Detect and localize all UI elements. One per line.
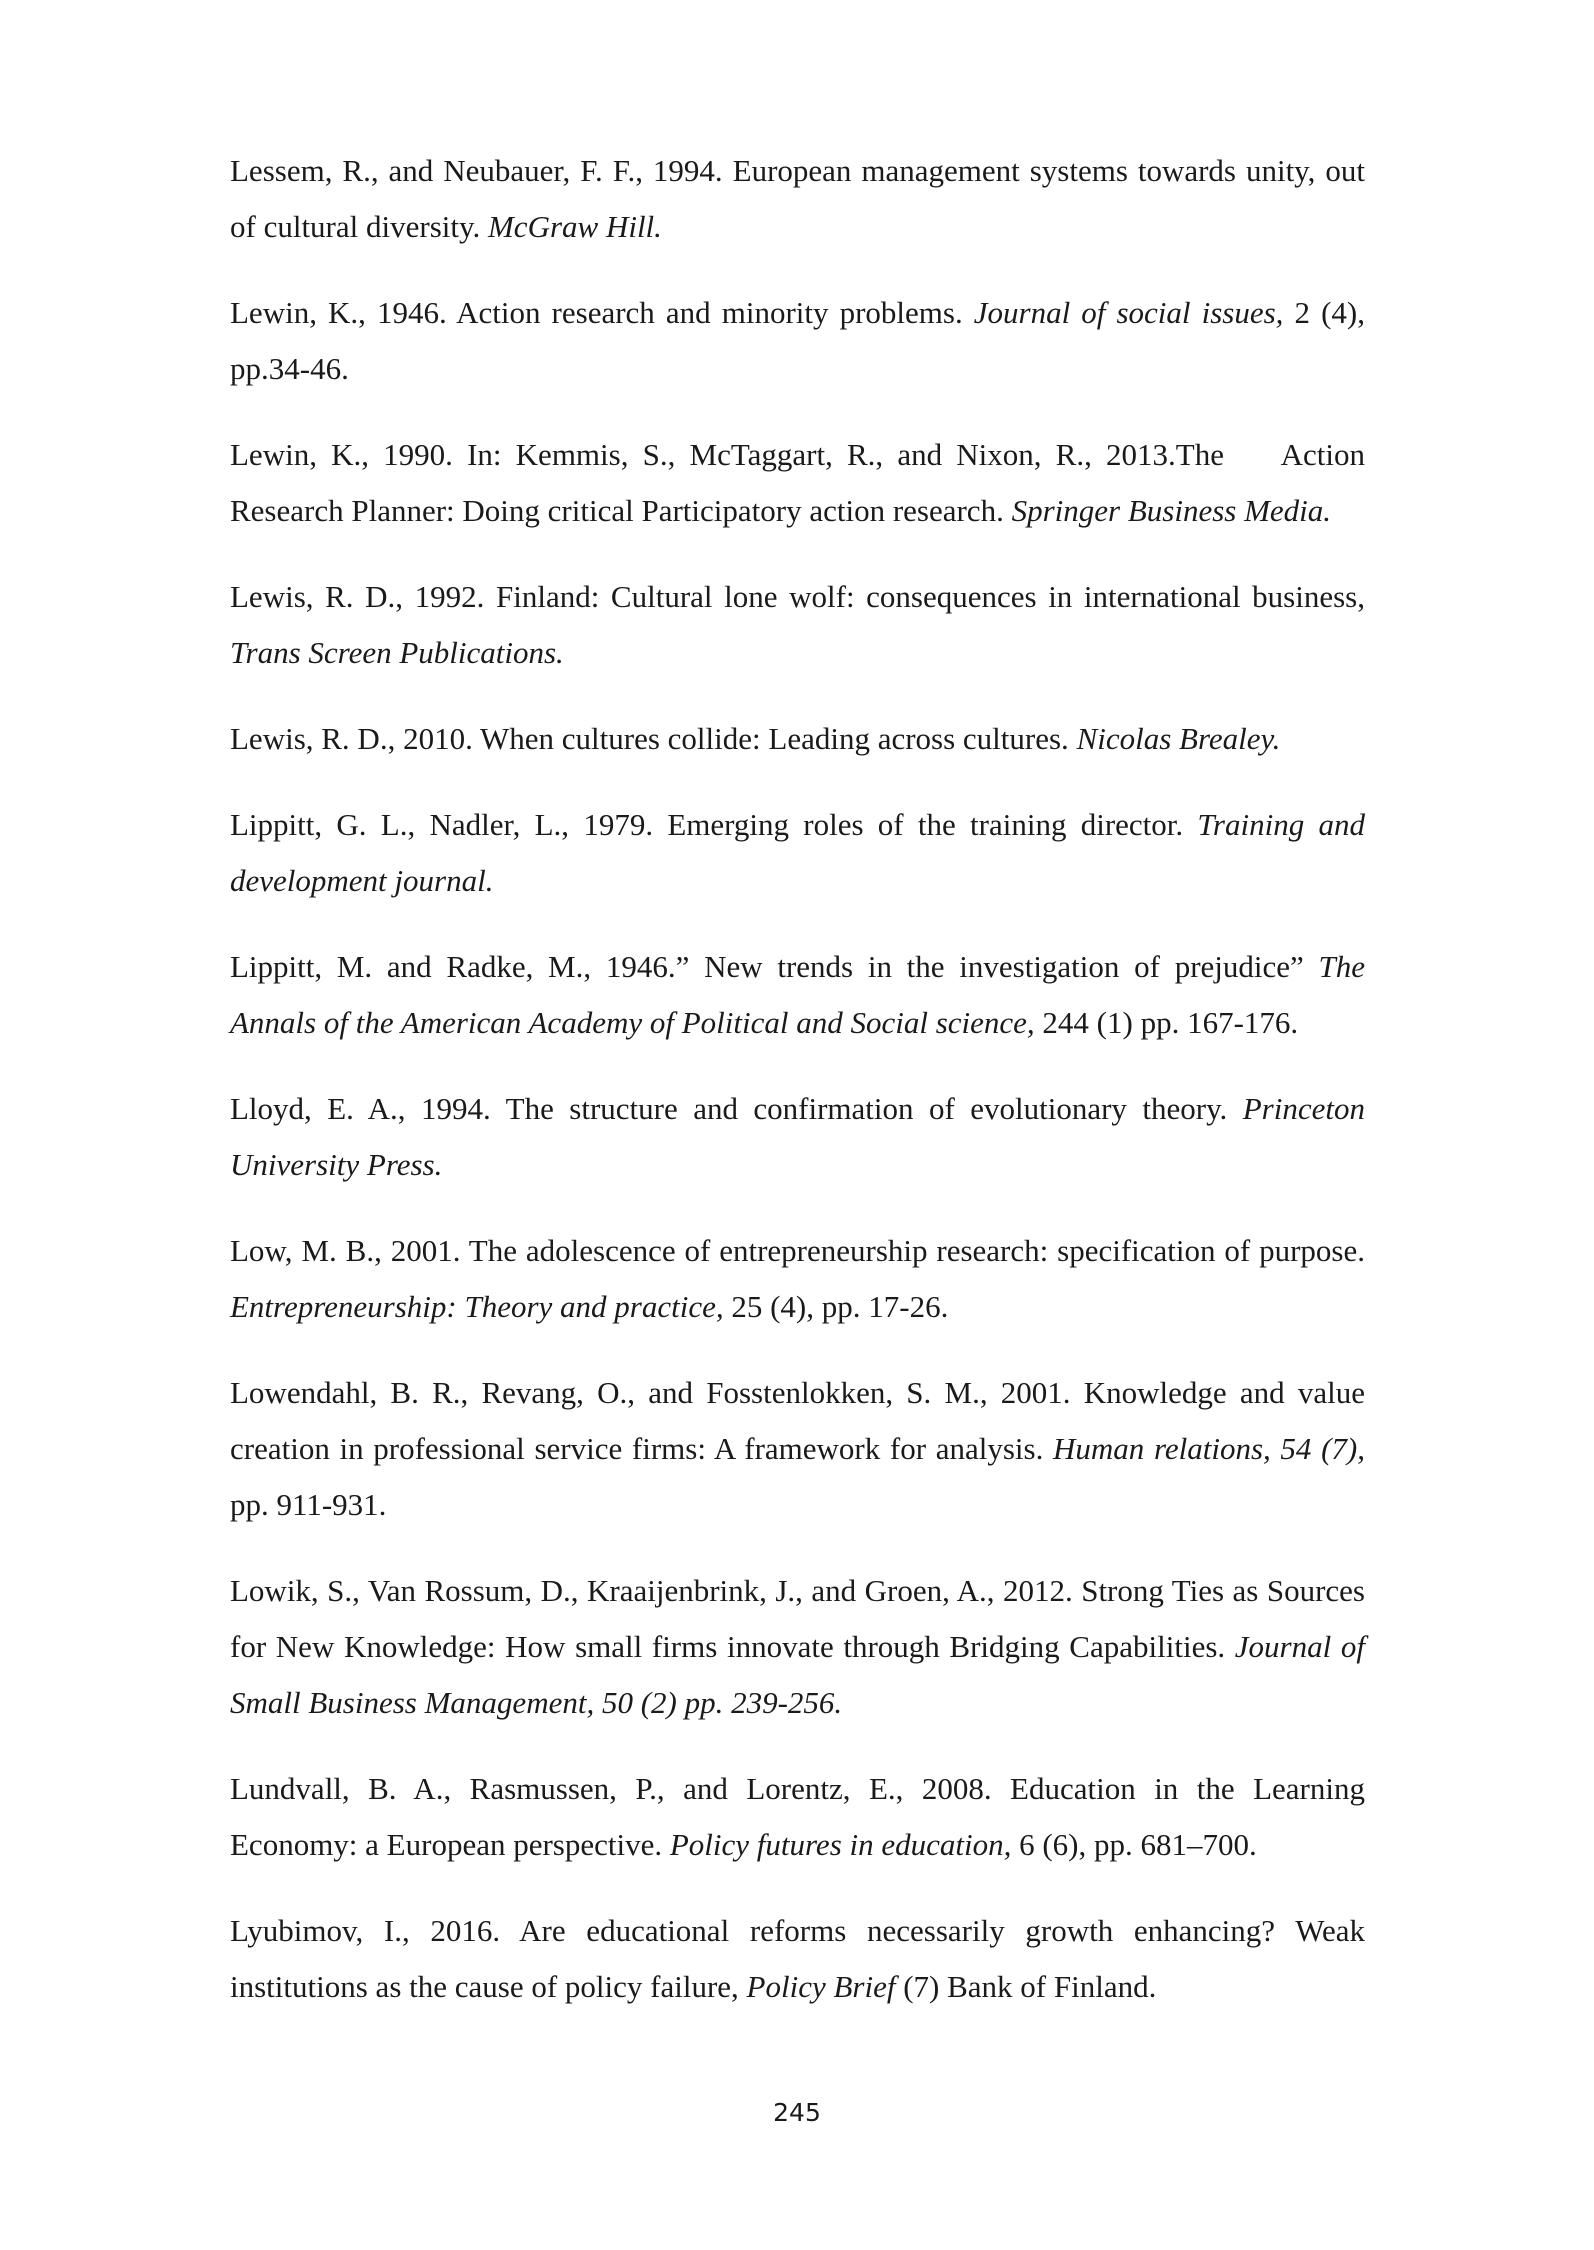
reference-source-italic: Entrepreneurship: Theory and practice, [230,1289,724,1324]
reference-text: Lowendahl, B. R., Revang, O., and Fosstenlokken, S. M., 2001. Knowledge and value creation in professional service firms: A framework for analysis. [230,1375,1365,1466]
reference-text: 6 (6), pp. 681–700. [1011,1827,1257,1862]
reference-text: Lewin, K., 1990. In: Kemmis, S., McTaggart, R., and Nixon, R., 2013.The Action Research Planner: Doing critical Participatory action research. [230,437,1365,528]
reference-entry [230,569,1365,681]
reference-source-italic: Human relations, 54 (7), [1053,1431,1365,1466]
reference-text: Lessem, R., and Neubauer, F. F., 1994. European management systems towards unity, out of cultural diversity. [230,153,1365,244]
reference-entry [230,285,1365,397]
reference-text: Lowik, S., Van Rossum, D., Kraaijenbrink, J., and Groen, A., 2012. Strong Ties as Sources for New Knowledge: How small firms innovate through Bridging Capabilities. [230,1573,1365,1664]
reference-source-italic: Springer Business Media. [1011,493,1332,528]
reference-text: Lewin, K., 1946. Action research and minority problems. [230,295,974,330]
reference-text: Lundvall, B. A., Rasmussen, P., and Lorentz, E., 2008. Education in the Learning Economy: a European perspective. [230,1771,1365,1862]
reference-text: Lewis, R. D., 2010. When cultures collide: Leading across cultures. [230,721,1077,756]
reference-source-italic: Journal of Small Business Management, 50 (2) pp. 239-256. [230,1629,1365,1720]
reference-source-italic: Training and development journal. [230,807,1365,898]
reference-entry [230,1365,1365,1533]
reference-entry [230,143,1365,255]
reference-text: (7) Bank of Finland. [895,1969,1157,2004]
reference-text: Low, M. B., 2001. The adolescence of entrepreneurship research: specification of purpose. [230,1233,1365,1268]
reference-source-italic: Policy futures in education, [669,1827,1012,1862]
reference-text: 2 (4), pp.34-46. [230,295,1365,386]
reference-entry [230,711,1365,767]
reference-entry [230,939,1365,1051]
reference-source-italic: Nicolas Brealey. [1076,721,1281,756]
reference-text: pp. 911-931. [230,1487,387,1522]
reference-source-italic: Princeton University Press. [230,1091,1365,1182]
reference-text: Lippitt, M. and Radke, M., 1946.” New trends in the investigation of prejudice” [230,949,1319,984]
page-number: 245 [773,2098,821,2127]
reference-entry [230,797,1365,909]
reference-text: 244 (1) pp. 167-176. [1034,1005,1299,1040]
reference-entry [230,1223,1365,1335]
reference-source-italic: Trans Screen Publications. [230,635,564,670]
reference-text: 25 (4), pp. 17-26. [723,1289,949,1324]
reference-source-italic: Policy Brief [746,1969,896,2004]
reference-source-italic: McGraw Hill. [487,209,662,244]
reference-text: Lippitt, G. L., Nadler, L., 1979. Emerging roles of the training director. [230,807,1198,842]
reference-entry [230,1081,1365,1193]
reference-text: Lloyd, E. A., 1994. The structure and confirmation of evolutionary theory. [230,1091,1243,1126]
reference-entry [230,1563,1365,1731]
reference-entry [230,427,1365,539]
reference-entry [230,1903,1365,2015]
reference-list [230,143,1365,2045]
reference-source-italic: The Annals of the American Academy of Political and Social science, [230,949,1365,1040]
reference-text: Lyubimov, I., 2016. Are educational reforms necessarily growth enhancing? Weak institutions as the cause of policy failure, [230,1913,1365,2004]
reference-source-italic: Journal of social issues, [973,295,1284,330]
reference-text: Lewis, R. D., 1992. Finland: Cultural lone wolf: consequences in international business, [230,579,1365,614]
reference-entry [230,1761,1365,1873]
